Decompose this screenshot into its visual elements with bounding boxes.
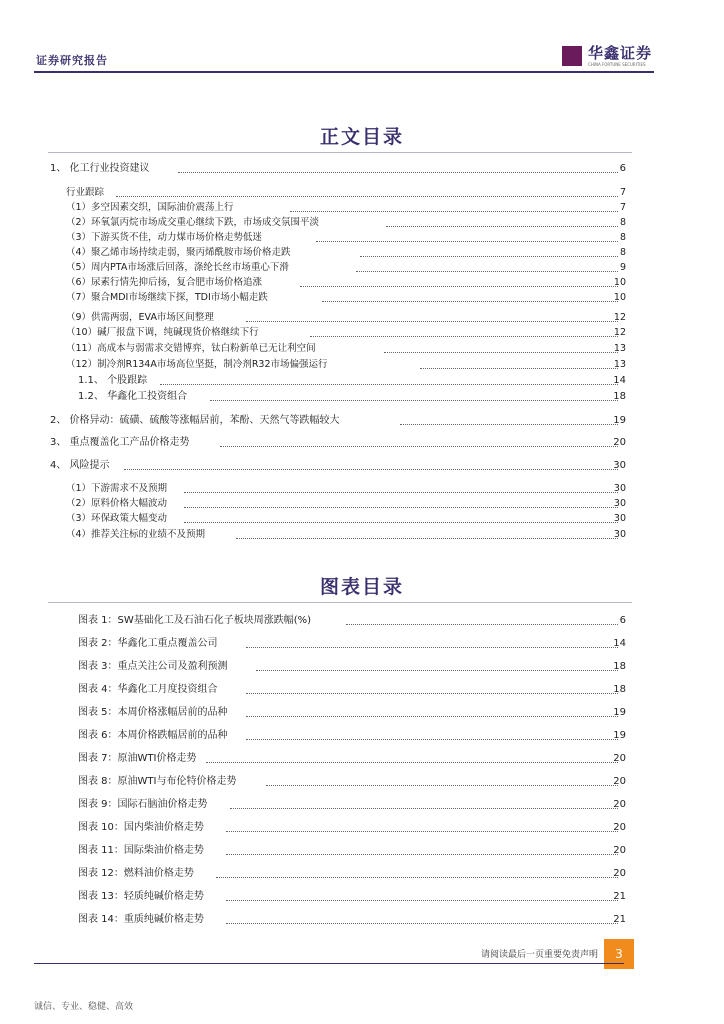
figure-entry-label: 图表 3：重点关注公司及盈利预测 bbox=[78, 661, 228, 672]
toc-entry[interactable] bbox=[0, 231, 724, 245]
toc-entry-page: 10 bbox=[613, 292, 626, 303]
figure-entry-label: 图表 9：国际石脑油价格走势 bbox=[78, 799, 208, 810]
toc-entry[interactable] bbox=[0, 246, 724, 260]
company-logo bbox=[562, 42, 672, 72]
toc-entry-label: （3）下游买货不佳，动力煤市场价格走势低迷 bbox=[66, 232, 263, 243]
figure-entry-page: 20 bbox=[613, 776, 626, 787]
toc-entry-label: （3）环保政策大幅变动 bbox=[66, 513, 168, 524]
logo-name-en: CHINA FORTUNE SECURITIES bbox=[588, 62, 646, 67]
toc-entry-label: （1）多空因素交织，国际油价震荡上行 bbox=[66, 202, 234, 213]
figure-entry[interactable] bbox=[0, 844, 724, 858]
figure-entry-page: 19 bbox=[613, 730, 626, 741]
figure-entry[interactable] bbox=[0, 752, 724, 766]
figure-entry-page: 20 bbox=[613, 799, 626, 810]
toc-entry-label: 1、 化工行业投资建议 bbox=[50, 163, 150, 174]
figure-entry-label: 图表 12：燃料油价格走势 bbox=[78, 868, 194, 879]
toc-entry-label: （6）尿素行情先抑后扬，复合肥市场价格追涨 bbox=[66, 277, 263, 288]
figure-entry-page: 20 bbox=[613, 753, 626, 764]
toc-entry-label: （10）碱厂报盘下调，纯碱现货价格继续下行 bbox=[66, 327, 259, 338]
figure-entry-label: 图表 6：本周价格跌幅居前的品种 bbox=[78, 730, 228, 741]
toc-entry[interactable] bbox=[0, 482, 724, 496]
footer-divider bbox=[34, 963, 624, 964]
figure-entry[interactable] bbox=[0, 660, 724, 674]
toc-entry[interactable] bbox=[0, 291, 724, 305]
figure-entry[interactable] bbox=[0, 637, 724, 651]
toc-title: 正文目录 bbox=[319, 126, 404, 148]
toc-entry-page: 6 bbox=[619, 163, 626, 174]
figure-entry[interactable] bbox=[0, 798, 724, 812]
figure-entry-page: 19 bbox=[613, 707, 626, 718]
toc-entry[interactable] bbox=[0, 459, 724, 473]
toc-entry[interactable] bbox=[0, 276, 724, 290]
toc-entry-page: 7 bbox=[619, 187, 626, 198]
toc-entry[interactable] bbox=[0, 528, 724, 542]
toc-entry-label: 3、 重点覆盖化工产品价格走势 bbox=[50, 437, 190, 448]
toc-entry-label: （11）高成本与弱需求交错博弈，钛白粉新单已无让利空间 bbox=[66, 343, 316, 354]
figure-entry-page: 14 bbox=[613, 638, 626, 649]
toc-entry-page: 19 bbox=[613, 415, 626, 426]
figure-entry-label: 图表 4：华鑫化工月度投资组合 bbox=[78, 684, 218, 695]
figure-entry-label: 图表 2：华鑫化工重点覆盖公司 bbox=[78, 638, 218, 649]
figure-entry-page: 20 bbox=[613, 822, 626, 833]
toc-entry-page: 10 bbox=[613, 277, 626, 288]
toc-entry-label: （2）环氧氯丙烷市场成交重心继续下跌，市场成交氛围平淡 bbox=[66, 217, 320, 228]
figure-entry-label: 图表 13：轻质纯碱价格走势 bbox=[78, 891, 204, 902]
toc-entry-label: 行业跟踪 bbox=[66, 187, 105, 198]
figure-entry-page: 6 bbox=[619, 615, 626, 626]
figure-entry[interactable] bbox=[0, 913, 724, 927]
toc-entry-page: 8 bbox=[619, 217, 626, 228]
toc-entry-page: 30 bbox=[613, 529, 626, 540]
figure-entry[interactable] bbox=[0, 821, 724, 835]
figure-entry[interactable] bbox=[0, 890, 724, 904]
toc-entry-label: 1.1、 个股跟踪 bbox=[78, 375, 148, 386]
toc-entry[interactable] bbox=[0, 374, 724, 388]
figure-entry-label: 图表 11：国际柴油价格走势 bbox=[78, 845, 204, 856]
toc-entry-label: （9）供需两弱，EVA市场区间整理 bbox=[66, 312, 214, 323]
figure-entry[interactable] bbox=[0, 867, 724, 881]
toc-entry-page: 8 bbox=[619, 232, 626, 243]
toc-entry[interactable] bbox=[0, 261, 724, 275]
toc-entry[interactable] bbox=[0, 311, 724, 325]
toc-title-divider bbox=[48, 152, 632, 153]
figure-entry[interactable] bbox=[0, 706, 724, 720]
toc-entry-label: （2）原料价格大幅波动 bbox=[66, 498, 168, 509]
toc-entry[interactable] bbox=[0, 414, 724, 428]
toc-entry-page: 12 bbox=[613, 327, 626, 338]
toc-entry-label: 1.2、 华鑫化工投资组合 bbox=[78, 391, 188, 402]
toc-entry[interactable] bbox=[0, 216, 724, 230]
toc-entry-label: （4）推荐关注标的业绩不及预期 bbox=[66, 529, 206, 540]
toc-entry-label: （1）下游需求不及预期 bbox=[66, 483, 168, 494]
footer-slogan: 诚信、专业、稳健、高效 bbox=[34, 1002, 134, 1012]
figure-entry-label: 图表 7：原油WTI价格走势 bbox=[78, 753, 197, 764]
figure-entry-label: 图表 10：国内柴油价格走势 bbox=[78, 822, 204, 833]
toc-entry[interactable] bbox=[0, 186, 724, 200]
toc-entry[interactable] bbox=[0, 436, 724, 450]
toc-entry-label: 2、 价格异动：硫磺、硫酸等涨幅居前，苯酚、天然气等跌幅较大 bbox=[50, 415, 340, 426]
toc-entry-page: 14 bbox=[613, 375, 626, 386]
toc-entry[interactable] bbox=[0, 497, 724, 511]
logo-mark-icon bbox=[562, 46, 582, 66]
figure-entry[interactable] bbox=[0, 729, 724, 743]
header-divider bbox=[34, 71, 654, 73]
toc-entry-page: 30 bbox=[613, 498, 626, 509]
toc-entry-label: （5）周内PTA市场涨后回落，涤纶长丝市场重心下滑 bbox=[66, 262, 289, 273]
figure-entry-label: 图表 5：本周价格涨幅居前的品种 bbox=[78, 707, 228, 718]
figure-entry-label: 图表 14：重质纯碱价格走势 bbox=[78, 914, 204, 925]
figure-entry[interactable] bbox=[0, 775, 724, 789]
figure-entry-label: 图表 1：SW基础化工及石油石化子板块周涨跌幅(%) bbox=[78, 615, 312, 626]
report-type-label: 证券研究报告 bbox=[36, 54, 108, 67]
toc-entry[interactable] bbox=[0, 512, 724, 526]
logo-name-cn: 华鑫证券 bbox=[588, 44, 653, 62]
toc-entry-page: 30 bbox=[613, 483, 626, 494]
toc-entry-label: （7）聚合MDI市场继续下探，TDI市场小幅走跌 bbox=[66, 292, 268, 303]
toc-entry[interactable] bbox=[0, 342, 724, 356]
toc-entry-label: （12）制冷剂R134A市场高位坚挺，制冷剂R32市场偏强运行 bbox=[66, 359, 328, 370]
toc-entry[interactable] bbox=[0, 201, 724, 215]
toc-entry-page: 30 bbox=[613, 513, 626, 524]
figure-list-title-divider bbox=[48, 602, 632, 603]
toc-entry-label: （4）聚乙烯市场持续走弱，聚丙烯酰胺市场价格走跌 bbox=[66, 247, 291, 258]
toc-entry-page: 30 bbox=[613, 460, 626, 471]
footer-disclaimer: 请阅读最后一页重要免责声明 bbox=[480, 950, 598, 960]
toc-entry[interactable] bbox=[0, 358, 724, 372]
toc-entry[interactable] bbox=[0, 326, 724, 340]
toc-entry-label: 4、 风险提示 bbox=[50, 460, 110, 471]
toc-entry-page: 18 bbox=[613, 391, 626, 402]
page-number-badge: 3 bbox=[604, 939, 634, 969]
toc-entry-page: 13 bbox=[613, 343, 626, 354]
toc-entry[interactable] bbox=[0, 390, 724, 404]
figure-entry-label: 图表 8：原油WTI与布伦特价格走势 bbox=[78, 776, 237, 787]
figure-entry-page: 20 bbox=[613, 868, 626, 879]
toc-entry-page: 7 bbox=[619, 202, 626, 213]
figure-entry-page: 20 bbox=[613, 845, 626, 856]
toc-entry-page: 20 bbox=[613, 437, 626, 448]
figure-entry-page: 21 bbox=[613, 891, 626, 902]
figure-entry-page: 18 bbox=[613, 684, 626, 695]
toc-entry-page: 8 bbox=[619, 247, 626, 258]
figure-entry-page: 18 bbox=[613, 661, 626, 672]
figure-entry[interactable] bbox=[0, 614, 724, 628]
toc-entry-page: 13 bbox=[613, 359, 626, 370]
toc-entry-page: 12 bbox=[613, 312, 626, 323]
figure-entry[interactable] bbox=[0, 683, 724, 697]
toc-entry-page: 9 bbox=[619, 262, 626, 273]
figure-entry-page: 21 bbox=[613, 914, 626, 925]
figure-list-title: 图表目录 bbox=[319, 576, 404, 598]
toc-entry[interactable] bbox=[0, 162, 724, 176]
